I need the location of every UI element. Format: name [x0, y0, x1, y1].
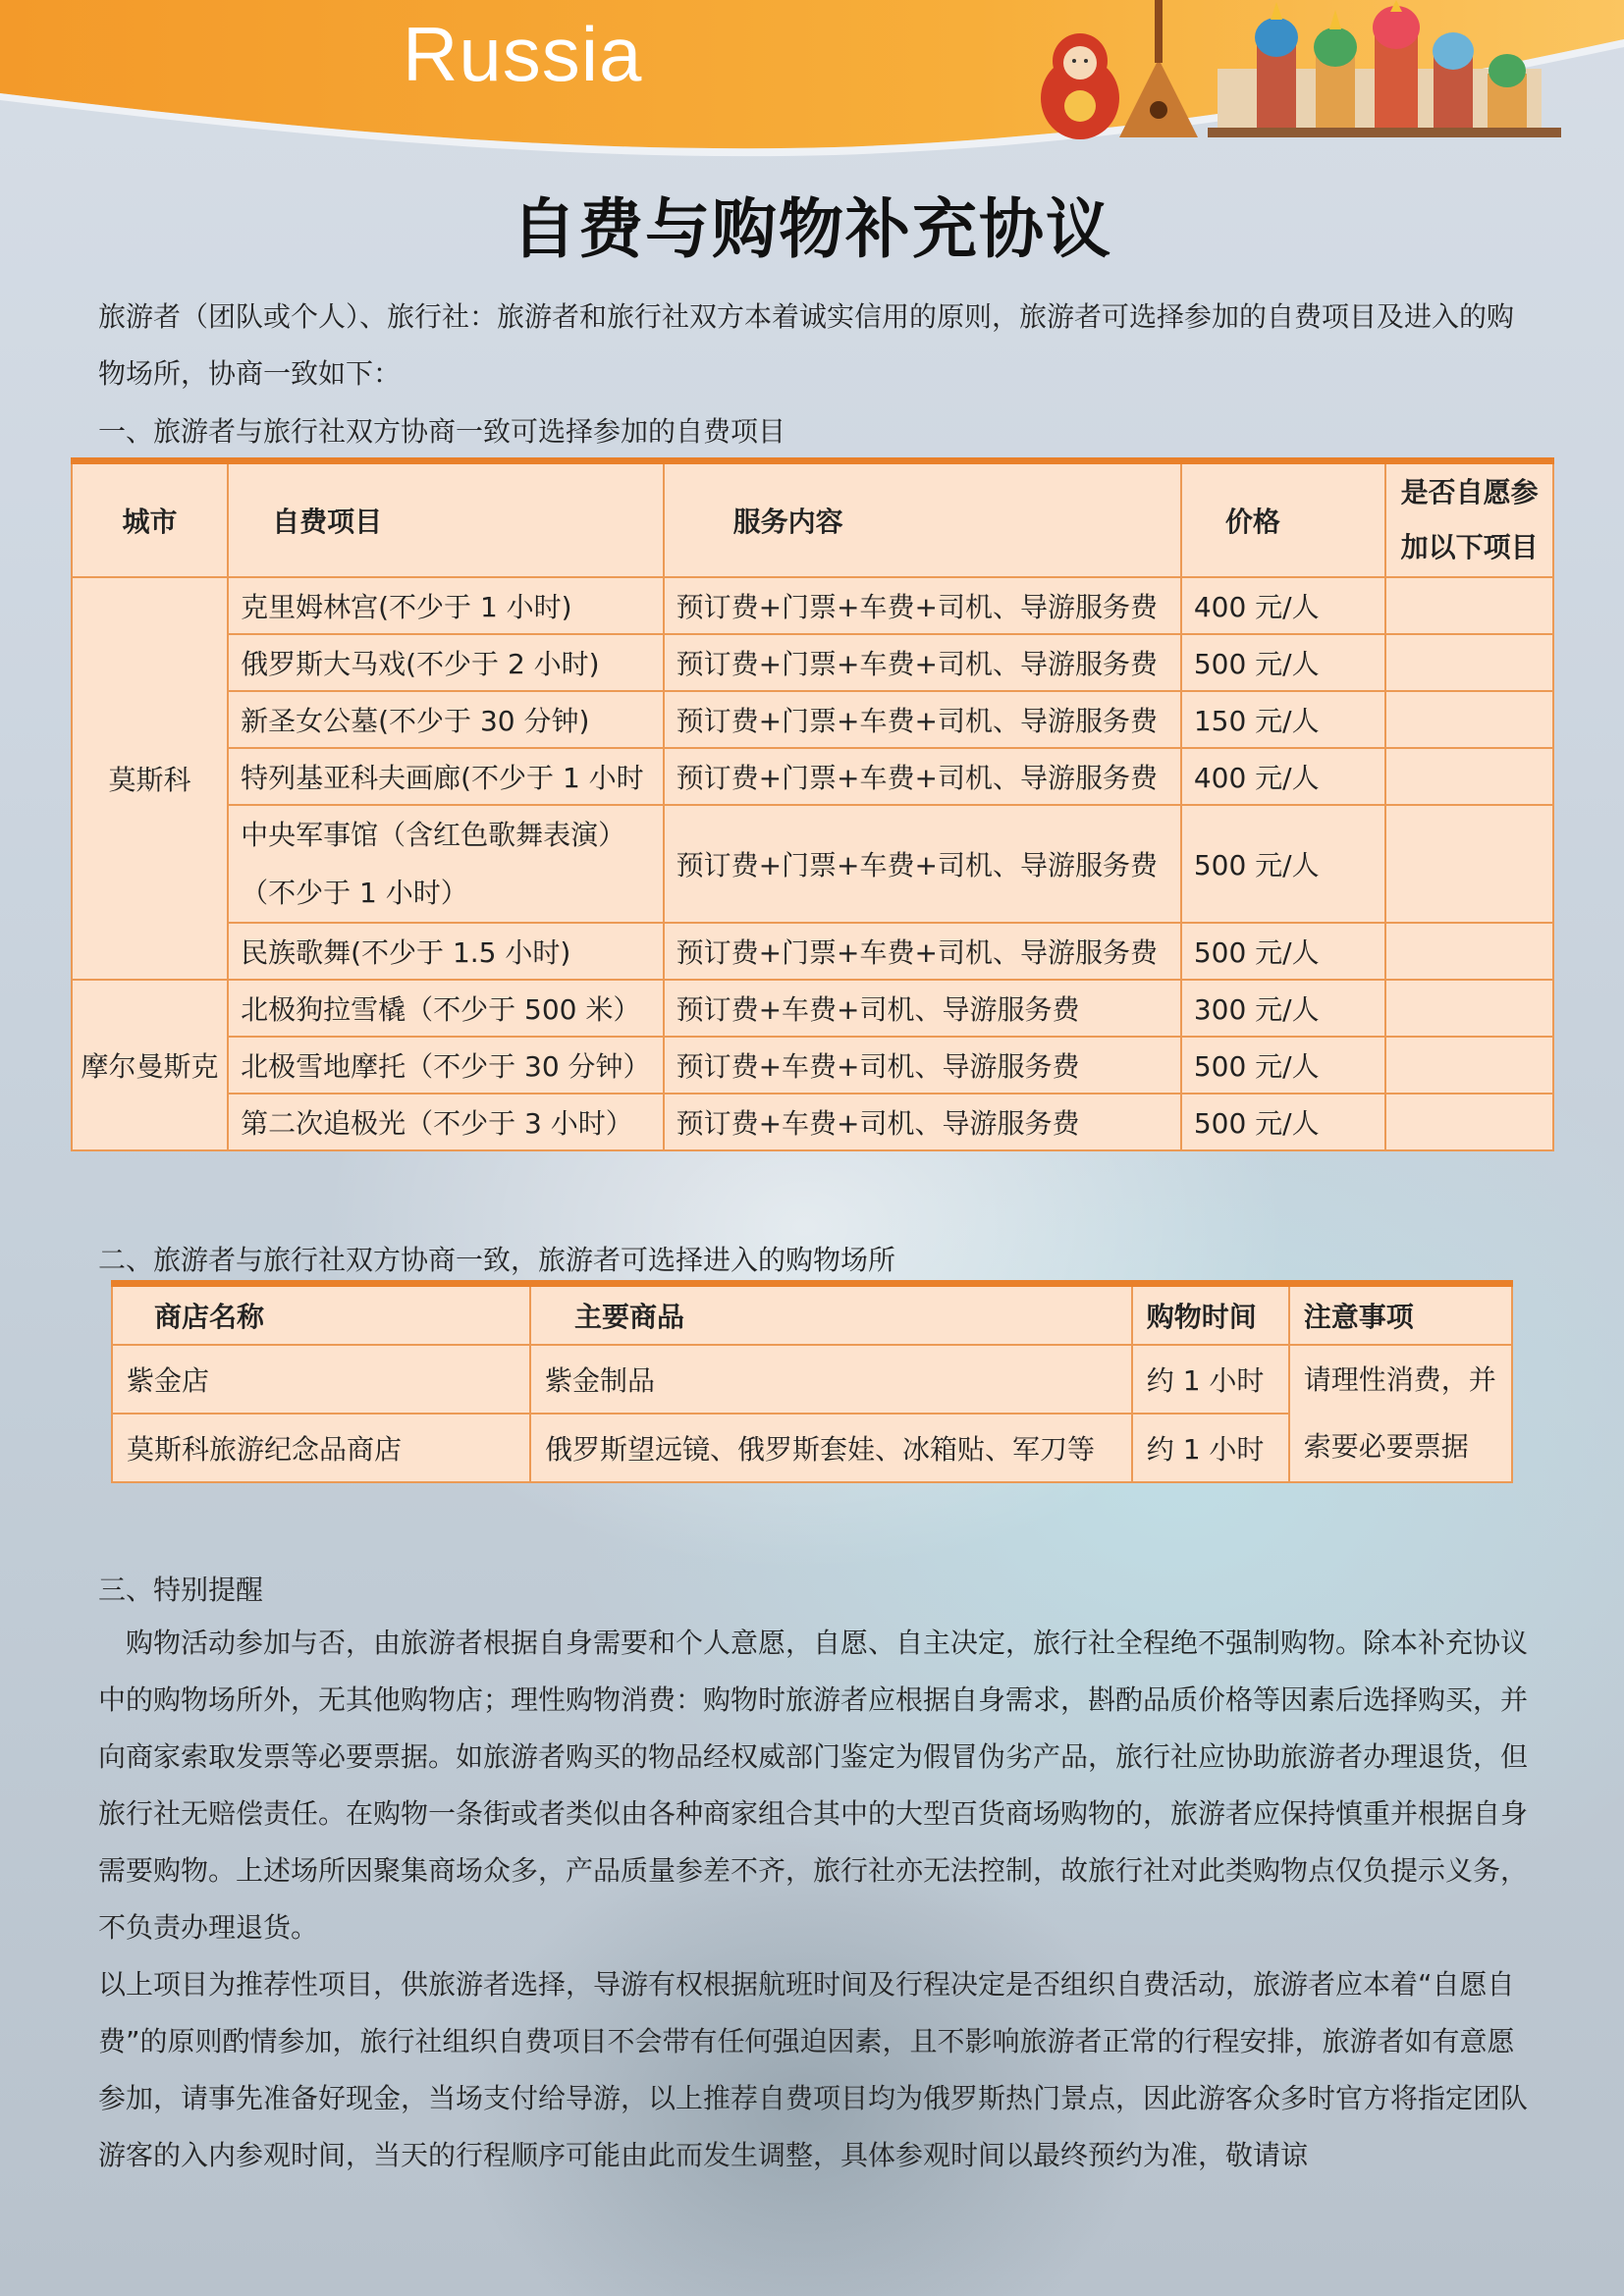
header-price: 价格: [1181, 461, 1385, 578]
header-item: 自费项目: [228, 461, 663, 578]
table-row: [72, 980, 1553, 1037]
city-cell: 莫斯科: [72, 577, 228, 980]
optional-activities-table: [71, 457, 1554, 1151]
price-cell: 400 元/人: [1181, 748, 1385, 805]
item-cell: 北极雪地摩托（不少于 30 分钟）: [228, 1037, 663, 1094]
table-row: [72, 748, 1553, 805]
section1-heading: 一、旅游者与旅行社双方协商一致可选择参加的自费项目: [98, 415, 786, 448]
table-row: [72, 577, 1553, 634]
intro-paragraph: 旅游者（团队或个人）、旅行社：旅游者和旅行社双方本着诚实信用的原则，旅游者可选择参加的自费项目及进入的购物场所，协商一致如下：: [98, 300, 1515, 390]
price-cell: 400 元/人: [1181, 577, 1385, 634]
item-cell: 第二次追极光（不少于 3 小时）: [228, 1094, 663, 1150]
volunteer-cell[interactable]: [1385, 748, 1553, 805]
price-cell: 500 元/人: [1181, 634, 1385, 691]
reminder-paragraph-1: 购物活动参加与否，由旅游者根据自身需要和个人意愿，自愿、自主决定，旅行社全程绝不强制购物。除本补充协议中的购物场所外，无其他购物店；理性购物消费：购物时旅游者应根据自身需求，斟酌品质价格等因素后选择购买，并向商家索取发票等必要票据。如旅游者购买的物品经权威部门鉴定为假冒伪劣产品，旅行社应协助旅游者办理退货，但旅行社无赔偿责任。在购物一条街或者类似由各种商家组合其中的大型百货商场购物的，旅游者应保持慎重并根据自身需要购物。上述场所因聚集商场众多，产品质量参差不齐，旅行社亦无法控制，故旅行社对此类购物点仅负提示义务，不负责办理退货。: [98, 1627, 1529, 1944]
volunteer-cell[interactable]: [1385, 1037, 1553, 1094]
header-volunteer: 是否自愿参加以下项目: [1385, 461, 1553, 578]
service-cell: 预订费+车费+司机、导游服务费: [664, 1037, 1181, 1094]
table-row: [112, 1345, 1512, 1414]
table-row: [72, 805, 1553, 923]
goods-cell: 紫金制品: [530, 1345, 1132, 1414]
time-cell: 约 1 小时: [1132, 1345, 1289, 1414]
price-cell: 500 元/人: [1181, 1037, 1385, 1094]
note-cell: 请理性消费，并索要必要票据: [1289, 1345, 1512, 1482]
city-cell: 摩尔曼斯克: [72, 980, 228, 1150]
service-cell: 预订费+门票+车费+司机、导游服务费: [664, 634, 1181, 691]
item-cell: 俄罗斯大马戏(不少于 2 小时): [228, 634, 663, 691]
header-goods: 主要商品: [530, 1284, 1132, 1346]
item-cell: 特列基亚科夫画廊(不少于 1 小时: [228, 748, 663, 805]
reminder-paragraph-2: 以上项目为推荐性项目，供旅游者选择，导游有权根据航班时间及行程决定是否组织自费活动，旅游者应本着“自愿自费”的原则酌情参加，旅行社组织自费项目不会带有任何强迫因素，且不影响旅游者正常的行程安排，旅游者如有意愿参加，请事先准备好现金，当场支付给导游，以上推荐自费项目均为俄罗斯热门景点，因此游客众多时官方将指定团队游客的入内参观时间，当天的行程顺序可能由此而发生调整，具体参观时间以最终预约为准，敬请谅: [98, 1968, 1529, 2171]
table-header-row: [112, 1284, 1512, 1346]
shopping-table: [111, 1280, 1513, 1483]
header-shop: 商店名称: [112, 1284, 530, 1346]
price-cell: 500 元/人: [1181, 1094, 1385, 1150]
time-cell: 约 1 小时: [1132, 1414, 1289, 1482]
goods-cell: 俄罗斯望远镜、俄罗斯套娃、冰箱贴、军刀等: [530, 1414, 1132, 1482]
volunteer-cell[interactable]: [1385, 691, 1553, 748]
service-cell: 预订费+车费+司机、导游服务费: [664, 1094, 1181, 1150]
price-cell: 150 元/人: [1181, 691, 1385, 748]
volunteer-cell[interactable]: [1385, 577, 1553, 634]
header-time: 购物时间: [1132, 1284, 1289, 1346]
banner-title: Russia: [403, 11, 643, 97]
volunteer-cell[interactable]: [1385, 980, 1553, 1037]
header-banner: [0, 0, 1624, 157]
section3-heading: 三、特别提醒: [98, 1574, 264, 1606]
volunteer-cell[interactable]: [1385, 805, 1553, 923]
section2-heading: 二、旅游者与旅行社双方协商一致，旅游者可选择进入的购物场所: [98, 1244, 896, 1276]
service-cell: 预订费+门票+车费+司机、导游服务费: [664, 923, 1181, 980]
service-cell: 预订费+门票+车费+司机、导游服务费: [664, 748, 1181, 805]
volunteer-cell[interactable]: [1385, 923, 1553, 980]
service-cell: 预订费+门票+车费+司机、导游服务费: [664, 805, 1181, 923]
table-row: [72, 1037, 1553, 1094]
price-cell: 300 元/人: [1181, 980, 1385, 1037]
table-row: [72, 1094, 1553, 1150]
volunteer-cell[interactable]: [1385, 634, 1553, 691]
table-header-row: [72, 461, 1553, 578]
service-cell: 预订费+门票+车费+司机、导游服务费: [664, 577, 1181, 634]
service-cell: 预订费+门票+车费+司机、导游服务费: [664, 691, 1181, 748]
table-row: [72, 923, 1553, 980]
page-title: 自费与购物补充协议: [512, 191, 1112, 267]
price-cell: 500 元/人: [1181, 805, 1385, 923]
item-cell: 民族歌舞(不少于 1.5 小时): [228, 923, 663, 980]
service-cell: 预订费+车费+司机、导游服务费: [664, 980, 1181, 1037]
volunteer-cell[interactable]: [1385, 1094, 1553, 1150]
russia-landmarks-icon: [1031, 0, 1581, 147]
item-cell: 克里姆林宫(不少于 1 小时): [228, 577, 663, 634]
header-service: 服务内容: [664, 461, 1181, 578]
header-city: 城市: [72, 461, 228, 578]
table-row: [72, 634, 1553, 691]
shop-cell: 莫斯科旅游纪念品商店: [112, 1414, 530, 1482]
item-cell: 中央军事馆（含红色歌舞表演）（不少于 1 小时）: [228, 805, 663, 923]
item-cell: 北极狗拉雪橇（不少于 500 米）: [228, 980, 663, 1037]
item-cell: 新圣女公墓(不少于 30 分钟): [228, 691, 663, 748]
table-row: [72, 691, 1553, 748]
price-cell: 500 元/人: [1181, 923, 1385, 980]
header-note: 注意事项: [1289, 1284, 1512, 1346]
shop-cell: 紫金店: [112, 1345, 530, 1414]
